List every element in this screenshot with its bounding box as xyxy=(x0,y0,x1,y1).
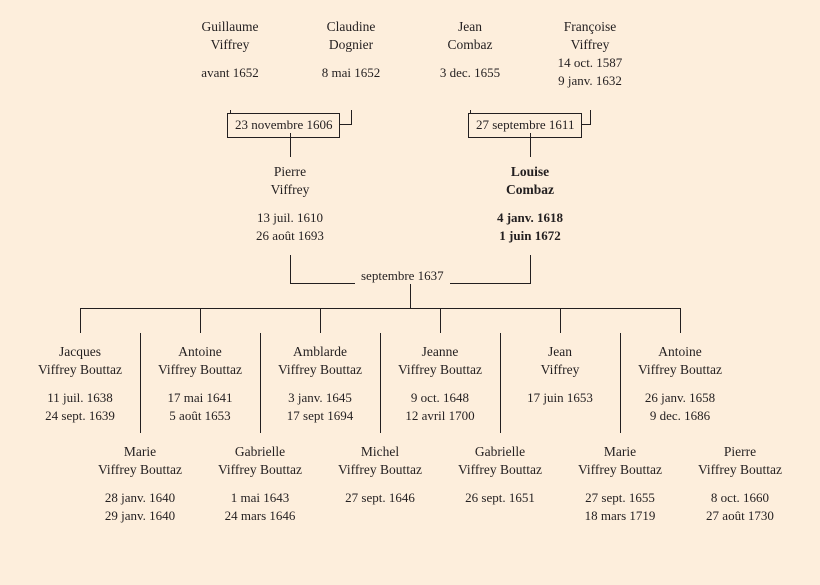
person-date-birth: 27 sept. 1655 xyxy=(585,490,655,506)
person-first-name: Pierre xyxy=(273,164,307,179)
connector-line xyxy=(680,308,681,333)
person-date-birth: 17 mai 1641 xyxy=(167,390,233,406)
person-date-birth: 13 juil. 1610 xyxy=(256,210,324,226)
person-date-death: 12 avril 1700 xyxy=(405,407,475,423)
person-date-birth: 27 sept. 1646 xyxy=(345,490,415,506)
person-child-michel xyxy=(314,443,446,507)
person-first-name: Gabrielle xyxy=(234,444,286,459)
person-first-name: Pierre xyxy=(723,444,757,459)
person-date-birth: 26 janv. 1658 xyxy=(644,390,716,406)
person-guillaume-viffrey xyxy=(170,18,290,82)
person-date-death: 9 dec. 1686 xyxy=(649,407,711,423)
connector-line xyxy=(351,110,352,125)
person-claudine-dognier xyxy=(291,18,411,82)
person-date-birth: 3 janv. 1645 xyxy=(288,390,352,406)
marriage-record-1606: 23 novembre 1606 xyxy=(227,113,340,138)
connector-line xyxy=(410,284,411,308)
person-child-gabrielle-1643 xyxy=(194,443,326,525)
person-date-death: 26 août 1693 xyxy=(256,227,324,243)
person-louise-combaz xyxy=(470,163,590,245)
person-date-death: 24 sept. 1639 xyxy=(45,407,115,423)
person-date-birth: 28 janv. 1640 xyxy=(104,490,176,506)
person-jean-combaz xyxy=(410,18,530,82)
person-first-name: Amblarde xyxy=(293,344,347,359)
person-child-jeanne xyxy=(374,343,506,425)
person-date-birth: 4 janv. 1618 xyxy=(496,210,564,226)
person-date-death: 24 mars 1646 xyxy=(224,507,296,523)
person-date-birth: 1 mai 1643 xyxy=(230,490,290,506)
person-first-name: Gabrielle xyxy=(474,444,526,459)
person-first-name: Guillaume xyxy=(201,19,259,34)
marriage-record-1637: septembre 1637 xyxy=(355,267,450,286)
person-first-name: Antoine xyxy=(658,344,702,359)
person-date-birth: 9 oct. 1648 xyxy=(410,390,470,406)
person-first-name: Louise xyxy=(510,164,550,179)
person-child-jean xyxy=(494,343,626,407)
connector-line xyxy=(200,308,201,333)
person-child-jacques xyxy=(14,343,146,425)
connector-line xyxy=(530,133,531,157)
person-last-name: Viffrey Bouttaz xyxy=(457,462,543,478)
person-last-name: Combaz xyxy=(447,37,493,53)
person-last-name: Viffrey Bouttaz xyxy=(397,362,483,378)
person-child-antoine-1641 xyxy=(134,343,266,425)
person-last-name: Viffrey xyxy=(570,37,610,53)
connector-line xyxy=(290,255,291,284)
person-last-name: Viffrey Bouttaz xyxy=(697,462,783,478)
person-last-name: Viffrey xyxy=(540,362,580,378)
person-first-name: Antoine xyxy=(178,344,222,359)
person-date-death: 17 sept 1694 xyxy=(286,407,354,423)
person-date-death: 8 mai 1652 xyxy=(321,65,381,81)
person-last-name: Viffrey Bouttaz xyxy=(637,362,723,378)
person-first-name: Michel xyxy=(360,444,400,459)
person-last-name: Viffrey Bouttaz xyxy=(37,362,123,378)
person-first-name: Jean xyxy=(548,344,572,359)
person-date-death: 5 août 1653 xyxy=(169,407,231,423)
person-first-name: Françoise xyxy=(563,19,617,34)
person-francoise-viffrey xyxy=(530,18,650,90)
person-last-name: Viffrey Bouttaz xyxy=(577,462,663,478)
person-first-name: Jacques xyxy=(59,344,101,359)
person-date-death: 29 janv. 1640 xyxy=(104,507,176,523)
connector-line xyxy=(590,110,591,125)
connector-line xyxy=(290,133,291,157)
person-last-name: Viffrey Bouttaz xyxy=(277,362,363,378)
person-child-antoine-1658 xyxy=(614,343,746,425)
person-date-death: avant 1652 xyxy=(201,65,259,81)
person-first-name: Claudine xyxy=(326,19,376,34)
person-date-death: 1 juin 1672 xyxy=(499,227,561,243)
person-date-death: 3 dec. 1655 xyxy=(439,65,501,81)
person-date-birth: 14 oct. 1587 xyxy=(557,55,623,71)
person-first-name: Jean xyxy=(458,19,482,34)
person-child-pierre xyxy=(674,443,806,525)
connector-line xyxy=(440,308,441,333)
marriage-record-1611: 27 septembre 1611 xyxy=(468,113,582,138)
connector-line xyxy=(320,308,321,333)
person-last-name: Combaz xyxy=(506,182,554,198)
person-child-gabrielle-1651 xyxy=(434,443,566,507)
person-date-death: 27 août 1730 xyxy=(706,507,774,523)
person-child-marie-1655 xyxy=(554,443,686,525)
person-date-birth: 11 juil. 1638 xyxy=(47,390,113,406)
person-date-death: 9 janv. 1632 xyxy=(558,72,622,88)
connector-line xyxy=(80,308,81,333)
person-last-name: Viffrey xyxy=(210,37,250,53)
person-first-name: Jeanne xyxy=(421,344,459,359)
person-last-name: Viffrey xyxy=(270,182,310,198)
person-last-name: Viffrey Bouttaz xyxy=(157,362,243,378)
person-date-birth: 17 juin 1653 xyxy=(527,390,593,406)
connector-line xyxy=(560,308,561,333)
person-date-death: 18 mars 1719 xyxy=(584,507,656,523)
person-child-marie-1640 xyxy=(74,443,206,525)
person-last-name: Viffrey Bouttaz xyxy=(97,462,183,478)
person-pierre-viffrey xyxy=(230,163,350,245)
person-first-name: Marie xyxy=(603,444,637,459)
person-date-birth: 8 oct. 1660 xyxy=(710,490,770,506)
person-last-name: Viffrey Bouttaz xyxy=(337,462,423,478)
person-last-name: Viffrey Bouttaz xyxy=(217,462,303,478)
connector-line xyxy=(530,255,531,284)
person-first-name: Marie xyxy=(123,444,157,459)
person-child-amblarde xyxy=(254,343,386,425)
person-last-name: Dognier xyxy=(328,37,374,53)
sibling-bus-line xyxy=(80,308,681,309)
person-date-birth: 26 sept. 1651 xyxy=(465,490,535,506)
